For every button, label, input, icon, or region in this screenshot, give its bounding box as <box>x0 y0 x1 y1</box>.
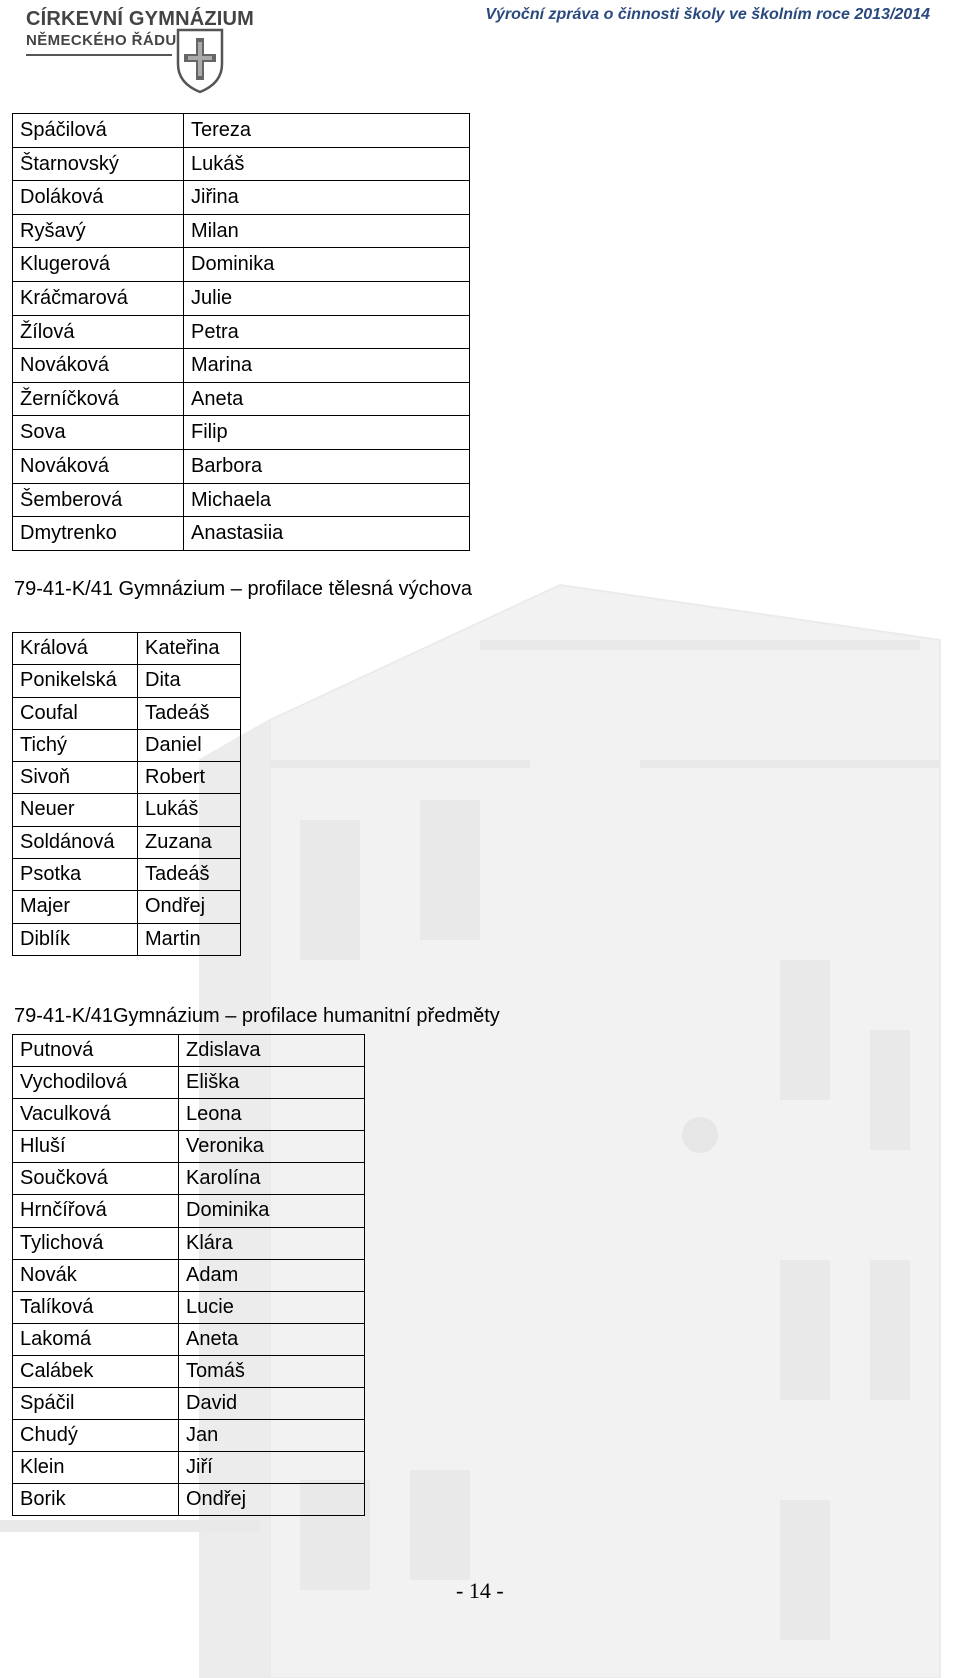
table-row <box>13 1291 365 1323</box>
table-row <box>13 382 470 416</box>
surname-cell: Hluší <box>13 1131 179 1163</box>
surname-cell: Majer <box>13 891 138 923</box>
table-row <box>13 1035 365 1067</box>
surname-cell: Chudý <box>13 1420 179 1452</box>
surname-cell: Neuer <box>13 794 138 826</box>
table-row <box>13 1484 365 1516</box>
first-name-cell: Dominika <box>179 1195 365 1227</box>
table-row <box>13 859 241 891</box>
first-name-cell: Tomáš <box>179 1355 365 1387</box>
table-row <box>13 1227 365 1259</box>
logo-divider <box>26 54 172 56</box>
surname-cell: Soldánová <box>13 826 138 858</box>
table-row <box>13 449 470 483</box>
table-row <box>13 1195 365 1227</box>
table-row <box>13 826 241 858</box>
table-row <box>13 762 241 794</box>
table-row <box>13 794 241 826</box>
surname-cell: Sivoň <box>13 762 138 794</box>
first-name-cell: Petra <box>184 315 470 349</box>
surname-cell: Novák <box>13 1259 179 1291</box>
table-row <box>13 114 470 148</box>
first-name-cell: Adam <box>179 1259 365 1291</box>
first-name-cell: Dita <box>138 665 241 697</box>
student-table-1 <box>12 113 470 551</box>
surname-cell: Vychodilová <box>13 1067 179 1099</box>
surname-cell: Putnová <box>13 1035 179 1067</box>
first-name-cell: Karolína <box>179 1163 365 1195</box>
school-name-line1: CÍRKEVNÍ GYMNÁZIUM <box>26 8 255 30</box>
first-name-cell: Jiřina <box>184 181 470 215</box>
first-name-cell: Ondřej <box>138 891 241 923</box>
first-name-cell: Tadeáš <box>138 859 241 891</box>
surname-cell: Šemberová <box>13 483 184 517</box>
table-row <box>13 1355 365 1387</box>
table-row <box>13 891 241 923</box>
table-row <box>13 349 470 383</box>
first-name-cell: Tadeáš <box>138 697 241 729</box>
table-row <box>13 633 241 665</box>
surname-cell: Doláková <box>13 181 184 215</box>
first-name-cell: Anastasiia <box>184 517 470 551</box>
table-row <box>13 1131 365 1163</box>
surname-cell: Vaculková <box>13 1099 179 1131</box>
surname-cell: Coufal <box>13 697 138 729</box>
first-name-cell: Zuzana <box>138 826 241 858</box>
table-row <box>13 1259 365 1291</box>
table-row <box>13 1420 365 1452</box>
surname-cell: Talíková <box>13 1291 179 1323</box>
table-row <box>13 281 470 315</box>
section-heading-humanities: 79-41-K/41Gymnázium – profilace humanitní předměty <box>14 1005 500 1027</box>
first-name-cell: Kateřina <box>138 633 241 665</box>
table-row <box>13 665 241 697</box>
surname-cell: Calábek <box>13 1355 179 1387</box>
first-name-cell: Dominika <box>184 248 470 282</box>
first-name-cell: Barbora <box>184 449 470 483</box>
first-name-cell: Leona <box>179 1099 365 1131</box>
first-name-cell: Michaela <box>184 483 470 517</box>
table-row <box>13 315 470 349</box>
first-name-cell: Milan <box>184 214 470 248</box>
first-name-cell: Robert <box>138 762 241 794</box>
first-name-cell: Tereza <box>184 114 470 148</box>
surname-cell: Spáčilová <box>13 114 184 148</box>
surname-cell: Ponikelská <box>13 665 138 697</box>
table-row <box>13 517 470 551</box>
first-name-cell: Martin <box>138 923 241 955</box>
first-name-cell: Klára <box>179 1227 365 1259</box>
first-name-cell: Aneta <box>179 1323 365 1355</box>
table-row <box>13 1388 365 1420</box>
surname-cell: Diblík <box>13 923 138 955</box>
table-row <box>13 1323 365 1355</box>
first-name-cell: Julie <box>184 281 470 315</box>
section-heading-pe: 79-41-K/41 Gymnázium – profilace tělesná výchova <box>14 578 473 600</box>
student-table-pe <box>12 632 241 956</box>
table-row <box>13 416 470 450</box>
first-name-cell: Aneta <box>184 382 470 416</box>
first-name-cell: Jiří <box>179 1452 365 1484</box>
surname-cell: Králová <box>13 633 138 665</box>
surname-cell: Borik <box>13 1484 179 1516</box>
table-row <box>13 483 470 517</box>
surname-cell: Sova <box>13 416 184 450</box>
first-name-cell: Marina <box>184 349 470 383</box>
first-name-cell: Jan <box>179 1420 365 1452</box>
table-row <box>13 248 470 282</box>
surname-cell: Štarnovský <box>13 147 184 181</box>
surname-cell: Ryšavý <box>13 214 184 248</box>
table-row <box>13 697 241 729</box>
page-number: - 14 - <box>456 1578 504 1603</box>
school-name-line2: NĚMECKÉHO ŘÁDU <box>26 32 177 49</box>
table-row <box>13 923 241 955</box>
first-name-cell: Veronika <box>179 1131 365 1163</box>
surname-cell: Psotka <box>13 859 138 891</box>
surname-cell: Nováková <box>13 449 184 483</box>
surname-cell: Nováková <box>13 349 184 383</box>
table-row <box>13 1067 365 1099</box>
surname-cell: Kráčmarová <box>13 281 184 315</box>
surname-cell: Hrnčířová <box>13 1195 179 1227</box>
first-name-cell: Eliška <box>179 1067 365 1099</box>
school-crest-icon <box>176 28 224 94</box>
first-name-cell: David <box>179 1388 365 1420</box>
table-row <box>13 181 470 215</box>
first-name-cell: Lukáš <box>138 794 241 826</box>
surname-cell: Žerníčková <box>13 382 184 416</box>
surname-cell: Tichý <box>13 729 138 761</box>
surname-cell: Spáčil <box>13 1388 179 1420</box>
surname-cell: Součková <box>13 1163 179 1195</box>
table-row <box>13 147 470 181</box>
surname-cell: Klugerová <box>13 248 184 282</box>
first-name-cell: Ondřej <box>179 1484 365 1516</box>
report-title: Výroční zpráva o činnosti školy ve školním roce 2013/2014 <box>485 6 930 23</box>
first-name-cell: Zdislava <box>179 1035 365 1067</box>
surname-cell: Lakomá <box>13 1323 179 1355</box>
first-name-cell: Filip <box>184 416 470 450</box>
table-row <box>13 1099 365 1131</box>
table-row <box>13 214 470 248</box>
table-row <box>13 729 241 761</box>
first-name-cell: Lucie <box>179 1291 365 1323</box>
first-name-cell: Daniel <box>138 729 241 761</box>
surname-cell: Klein <box>13 1452 179 1484</box>
table-row <box>13 1163 365 1195</box>
table-row <box>13 1452 365 1484</box>
surname-cell: Dmytrenko <box>13 517 184 551</box>
surname-cell: Žílová <box>13 315 184 349</box>
first-name-cell: Lukáš <box>184 147 470 181</box>
surname-cell: Tylichová <box>13 1227 179 1259</box>
student-table-humanities <box>12 1034 365 1516</box>
